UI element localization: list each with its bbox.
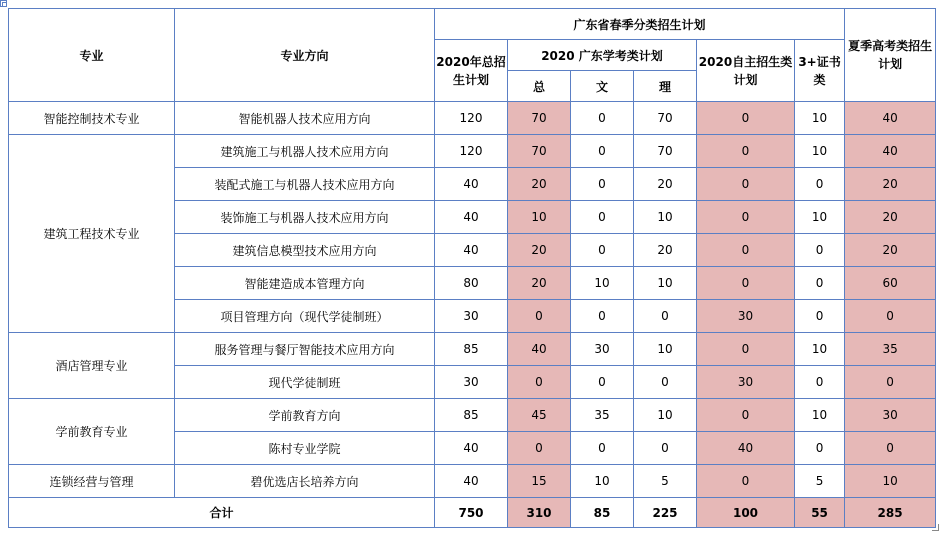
- header-sub-wen: 文: [571, 71, 634, 102]
- cell-xuekao-wen: 10: [571, 465, 634, 498]
- cell-xuekao-wen: 10: [571, 267, 634, 300]
- cell-xuekao-li: 70: [634, 135, 697, 168]
- table-row: [9, 135, 936, 168]
- cell-summer: 20: [845, 168, 936, 201]
- cell-xuekao-li: 20: [634, 168, 697, 201]
- cell-xuekao-li: 5: [634, 465, 697, 498]
- cell-direction: 服务管理与餐厅智能技术应用方向: [175, 333, 435, 366]
- cell-xuekao-total: 70: [508, 135, 571, 168]
- cell-xuekao-wen: 0: [571, 201, 634, 234]
- cell-direction: 装饰施工与机器人技术应用方向: [175, 201, 435, 234]
- cell-xuekao-li: 0: [634, 432, 697, 465]
- cell-corner-marker: [0, 0, 7, 7]
- header-major: 专业: [9, 9, 175, 102]
- totals-label: 合计: [9, 498, 435, 528]
- header-sub-li: 理: [634, 71, 697, 102]
- cell-total-2020: 40: [435, 234, 508, 267]
- totals-xuekao-wen: 85: [571, 498, 634, 528]
- cell-cert-3plus: 0: [795, 432, 845, 465]
- cell-summer: 0: [845, 366, 936, 399]
- cell-self-recruit: 40: [697, 432, 795, 465]
- cell-xuekao-li: 0: [634, 300, 697, 333]
- cell-total-2020: 30: [435, 366, 508, 399]
- cell-total-2020: 80: [435, 267, 508, 300]
- cell-direction: 智能机器人技术应用方向: [175, 102, 435, 135]
- cell-total-2020: 40: [435, 432, 508, 465]
- cell-total-2020: 120: [435, 102, 508, 135]
- cell-cert-3plus: 10: [795, 399, 845, 432]
- totals-xuekao-total: 310: [508, 498, 571, 528]
- cell-xuekao-total: 20: [508, 234, 571, 267]
- cell-self-recruit: 0: [697, 267, 795, 300]
- enrollment-plan-table: [8, 8, 936, 528]
- cell-summer: 20: [845, 201, 936, 234]
- cell-xuekao-li: 10: [634, 399, 697, 432]
- cell-total-2020: 40: [435, 168, 508, 201]
- cell-total-2020: 120: [435, 135, 508, 168]
- cell-cert-3plus: 10: [795, 135, 845, 168]
- table-row: [9, 333, 936, 366]
- cell-self-recruit: 0: [697, 465, 795, 498]
- cell-direction: 建筑信息模型技术应用方向: [175, 234, 435, 267]
- cell-xuekao-li: 10: [634, 267, 697, 300]
- cell-self-recruit: 30: [697, 300, 795, 333]
- cell-self-recruit: 30: [697, 366, 795, 399]
- header-sub-total: 总: [508, 71, 571, 102]
- cell-self-recruit: 0: [697, 135, 795, 168]
- enrollment-plan-sheet: [8, 8, 935, 525]
- totals-summer: 285: [845, 498, 936, 528]
- header-summer: 夏季高考类招生计划: [845, 9, 936, 102]
- cell-self-recruit: 0: [697, 234, 795, 267]
- cell-direction: 装配式施工与机器人技术应用方向: [175, 168, 435, 201]
- cell-xuekao-total: 10: [508, 201, 571, 234]
- cell-direction: 陈村专业学院: [175, 432, 435, 465]
- header-self-recruit: 2020自主招生类计划: [697, 40, 795, 102]
- header-row-1: [9, 9, 936, 40]
- table-body: [9, 9, 936, 528]
- cell-xuekao-total: 0: [508, 366, 571, 399]
- totals-row: [9, 498, 936, 528]
- cell-total-2020: 30: [435, 300, 508, 333]
- cell-total-2020: 40: [435, 465, 508, 498]
- cell-self-recruit: 0: [697, 102, 795, 135]
- cell-summer: 40: [845, 102, 936, 135]
- cell-xuekao-li: 10: [634, 333, 697, 366]
- table-row: [9, 399, 936, 432]
- cell-xuekao-total: 20: [508, 168, 571, 201]
- cell-summer: 0: [845, 432, 936, 465]
- cell-direction: 项目管理方向（现代学徒制班）: [175, 300, 435, 333]
- cell-self-recruit: 0: [697, 201, 795, 234]
- cell-direction: 智能建造成本管理方向: [175, 267, 435, 300]
- cell-xuekao-wen: 0: [571, 135, 634, 168]
- cell-xuekao-wen: 30: [571, 333, 634, 366]
- cell-direction: 碧优选店长培养方向: [175, 465, 435, 498]
- cell-cert-3plus: 10: [795, 201, 845, 234]
- cell-summer: 20: [845, 234, 936, 267]
- cell-summer: 60: [845, 267, 936, 300]
- cell-xuekao-li: 0: [634, 366, 697, 399]
- table-row: [9, 102, 936, 135]
- cell-xuekao-total: 70: [508, 102, 571, 135]
- cell-cert-3plus: 0: [795, 300, 845, 333]
- cell-cert-3plus: 5: [795, 465, 845, 498]
- cell-summer: 0: [845, 300, 936, 333]
- cell-total-2020: 85: [435, 333, 508, 366]
- cell-xuekao-wen: 0: [571, 366, 634, 399]
- cell-xuekao-wen: 0: [571, 102, 634, 135]
- cell-direction: 学前教育方向: [175, 399, 435, 432]
- cell-self-recruit: 0: [697, 333, 795, 366]
- cell-major: 连锁经营与管理: [9, 465, 175, 498]
- header-spring-group: 广东省春季分类招生计划: [435, 9, 845, 40]
- cell-summer: 35: [845, 333, 936, 366]
- cell-self-recruit: 0: [697, 399, 795, 432]
- cell-direction: 现代学徒制班: [175, 366, 435, 399]
- cell-cert-3plus: 10: [795, 333, 845, 366]
- cell-self-recruit: 0: [697, 168, 795, 201]
- header-xuekao-group: 2020 广东学考类计划: [508, 40, 697, 71]
- cell-xuekao-total: 15: [508, 465, 571, 498]
- cell-xuekao-total: 20: [508, 267, 571, 300]
- totals-xuekao-li: 225: [634, 498, 697, 528]
- totals-cert-3plus: 55: [795, 498, 845, 528]
- cell-xuekao-total: 45: [508, 399, 571, 432]
- cell-xuekao-total: 40: [508, 333, 571, 366]
- cell-cert-3plus: 0: [795, 366, 845, 399]
- cell-xuekao-wen: 0: [571, 432, 634, 465]
- cell-summer: 30: [845, 399, 936, 432]
- cell-xuekao-total: 0: [508, 432, 571, 465]
- cell-xuekao-wen: 0: [571, 234, 634, 267]
- sheet-end-marker: [932, 524, 939, 531]
- cell-summer: 10: [845, 465, 936, 498]
- cell-xuekao-li: 70: [634, 102, 697, 135]
- table-row: [9, 465, 936, 498]
- cell-cert-3plus: 0: [795, 234, 845, 267]
- cell-cert-3plus: 10: [795, 102, 845, 135]
- cell-total-2020: 40: [435, 201, 508, 234]
- totals-self-recruit: 100: [697, 498, 795, 528]
- cell-major: 建筑工程技术专业: [9, 135, 175, 333]
- cell-summer: 40: [845, 135, 936, 168]
- cell-direction: 建筑施工与机器人技术应用方向: [175, 135, 435, 168]
- cell-major: 学前教育专业: [9, 399, 175, 465]
- cell-total-2020: 85: [435, 399, 508, 432]
- header-total-2020: 2020年总招生计划: [435, 40, 508, 102]
- totals-total-2020: 750: [435, 498, 508, 528]
- cell-cert-3plus: 0: [795, 168, 845, 201]
- cell-xuekao-li: 10: [634, 201, 697, 234]
- header-direction: 专业方向: [175, 9, 435, 102]
- cell-xuekao-wen: 35: [571, 399, 634, 432]
- cell-cert-3plus: 0: [795, 267, 845, 300]
- cell-major: 酒店管理专业: [9, 333, 175, 399]
- cell-xuekao-wen: 0: [571, 300, 634, 333]
- header-cert-3plus: 3+证书类: [795, 40, 845, 102]
- cell-xuekao-li: 20: [634, 234, 697, 267]
- cell-xuekao-total: 0: [508, 300, 571, 333]
- cell-xuekao-wen: 0: [571, 168, 634, 201]
- cell-major: 智能控制技术专业: [9, 102, 175, 135]
